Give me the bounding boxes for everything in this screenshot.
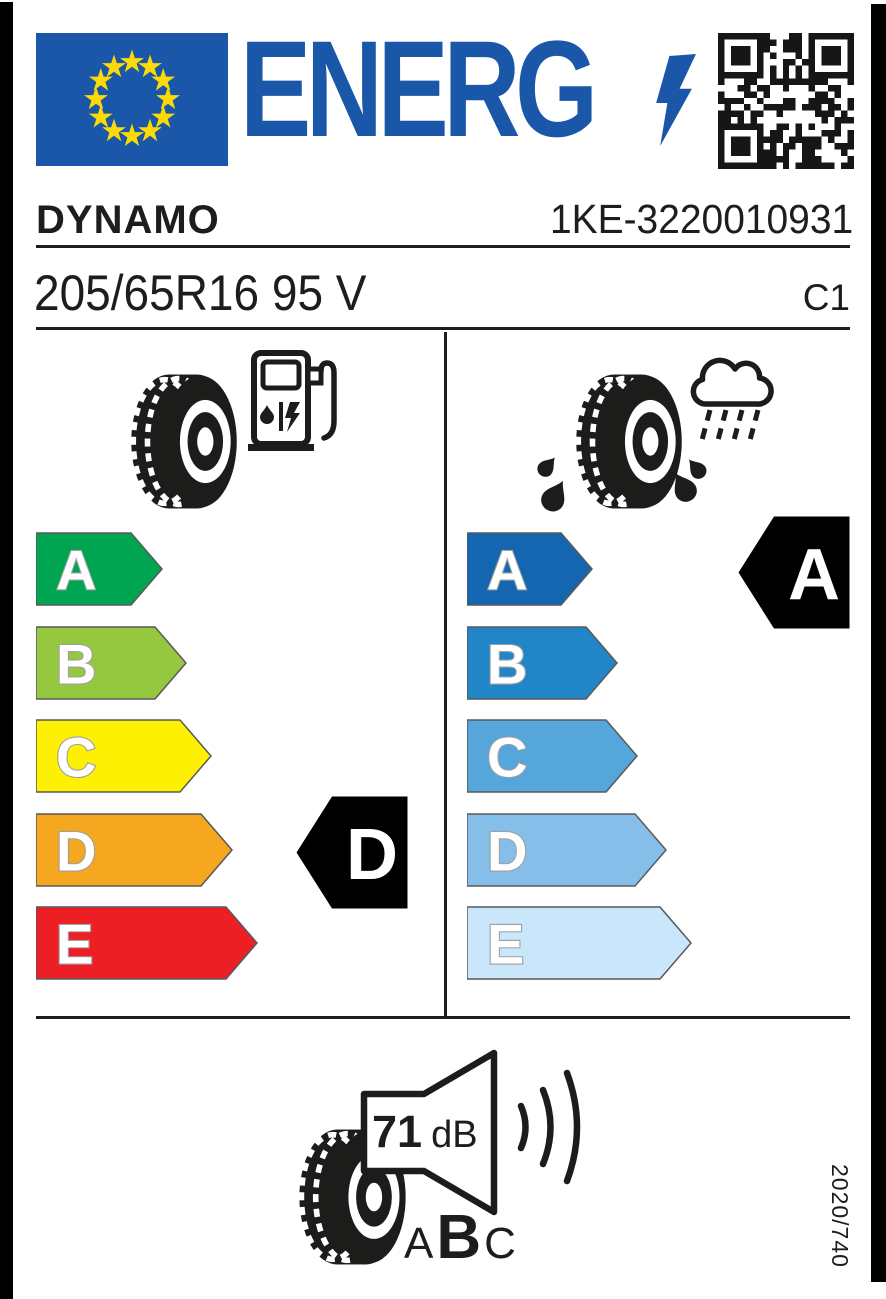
svg-text:B: B (487, 632, 528, 695)
rating-arrow-a (36, 532, 163, 606)
svg-text:D: D (56, 819, 97, 882)
lightning-bolt-icon (651, 54, 697, 148)
noise-class-c: C (484, 1219, 516, 1268)
rating-arrow-b (36, 626, 187, 700)
divider-line-middle (36, 327, 850, 330)
rating-arrow-e (36, 906, 258, 980)
noise-class-letters (404, 1202, 516, 1273)
noise-level (372, 1106, 478, 1158)
qr-code-icon (718, 33, 854, 169)
energy-logo-text: ENERG (240, 13, 593, 166)
label-border-left (0, 2, 13, 1299)
rating-arrow-e (467, 906, 692, 980)
wet-grip-scale (467, 532, 767, 987)
svg-text:A: A (56, 538, 97, 602)
fuel-efficiency-scale (36, 532, 336, 987)
sound-waves-icon (513, 1064, 587, 1190)
column-divider-line (444, 332, 447, 1016)
svg-text:E: E (487, 912, 525, 976)
divider-line-bottom (36, 1016, 850, 1019)
svg-text:D: D (346, 815, 398, 895)
tyre-class: C1 (802, 277, 850, 318)
svg-text:A: A (788, 534, 840, 615)
fuel-efficiency-rating-indicator (296, 796, 408, 909)
rating-arrow-a (467, 532, 593, 606)
svg-text:B: B (56, 632, 97, 695)
tyre-size-designation: 205/65R16 95 V (34, 265, 367, 321)
brand-name: DYNAMO (36, 198, 220, 242)
rating-arrow-b (467, 626, 618, 700)
divider-line-top (36, 245, 850, 248)
noise-class-a: A (404, 1219, 434, 1268)
rating-arrow-d (467, 813, 667, 887)
svg-text:A: A (487, 538, 528, 602)
rain-cloud-icon (683, 350, 781, 445)
svg-text:C: C (56, 725, 97, 789)
water-splash-icon (536, 455, 716, 517)
noise-unit: dB (431, 1114, 478, 1156)
wet-grip-rating-indicator (738, 516, 850, 629)
svg-text:E: E (56, 912, 94, 976)
fuel-efficiency-tire-icon (128, 372, 240, 511)
svg-text:D: D (487, 819, 528, 882)
svg-text:C: C (487, 725, 528, 789)
label-border-right (871, 4, 886, 1282)
rating-arrow-c (36, 719, 212, 793)
rating-arrow-d (36, 813, 233, 887)
noise-value: 71 (372, 1106, 423, 1157)
label-id: 1KE-3220010931 (549, 196, 853, 242)
regulation-number: 2020/740 (827, 1164, 853, 1268)
noise-class-b: B (436, 1203, 482, 1272)
rating-arrow-c (467, 719, 638, 793)
eu-flag-icon (36, 33, 228, 166)
fuel-pump-icon (240, 345, 340, 460)
